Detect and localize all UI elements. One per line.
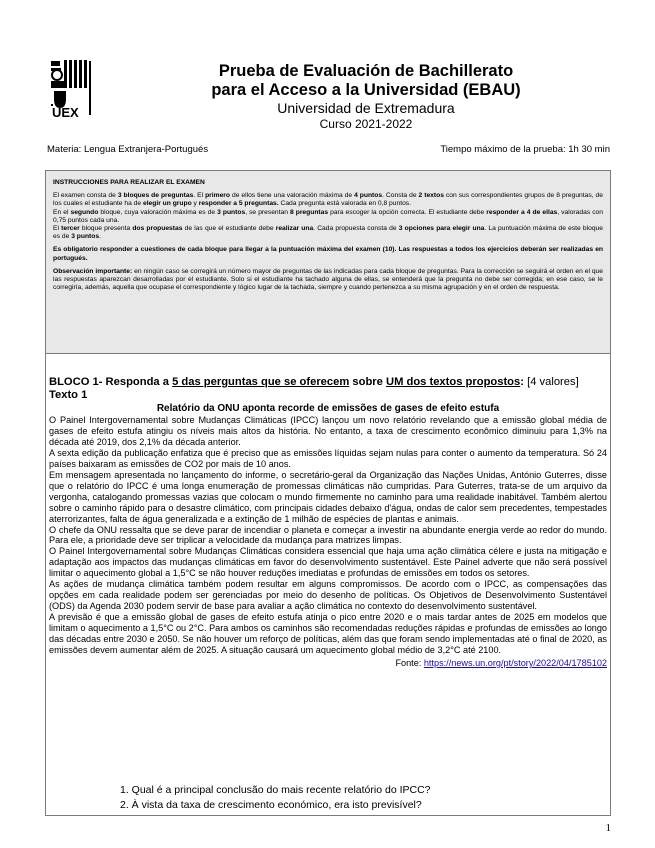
instructions-box [45,170,611,354]
instruction-text-run: El [53,225,62,233]
instruction-text-run: realizar una [275,225,314,233]
instruction-text-run: con sus correspondientes grupos de 8 preguntas, de los cuales el estudiante ha de [53,192,603,208]
article-paragraph: O Painel Intergovernamental sobre Mudanças Climáticas considera essencial que haja uma ação climática célere e justa na mitigação e adaptação aos impactos das mudanças climáticas em favor do desenvolvimento sustentável. Este Painel adverte que não será possível limitar o aquecimento global a 1,5°C se não houver reduções imediatas e profundas de emissões em todos os setores. [49,546,607,579]
instruction-text-run: primero [205,192,230,200]
exam-title-line2: para el Acceso a la Universidad (EBAU) [211,81,521,99]
instruction-text-run: 2 textos [418,192,444,200]
university-logo [48,57,94,119]
article-paragraph: A sexta edição da publicação enfatiza que é preciso que as emissões líquidas sejam nulas para conter o aumento da temperatura. Só 24 países baixaram as emissões de CO2 por mais de 10 anos. [49,447,607,469]
instruction-text-run: 3 bloques de preguntas [117,192,194,200]
instruction-text-run: responder a 5 preguntas. [198,200,279,208]
time-limit-label: Tiempo máximo de la prueba: 1h 30 min [440,144,610,155]
article-paragraph: O Painel Intergovernamental sobre Mudanças Climáticas (IPCC) lançou um novo relatório revelando que a emissão global média de gases de efeito estufa atingiu os níveis mais altos da história. No entanto, a taxa de crescimento econômico diminuiu para 1,3% na década até 2019, dos 2,1% da década anterior. [49,415,607,447]
instruction-text-run: Cada pregunta está valorada en 0,8 puntos. [278,200,411,208]
instruction-text-run: . Cada propuesta consta de [313,225,399,233]
instruction-text-run: 3 opciones para elegir una [398,225,485,233]
course-year: Curso 2021-2022 [319,117,413,131]
instruction-text-run: de ellos tiene una valoración máxima de [229,192,355,200]
instructions-mandatory: Es obligatorio responder a cuestiones de cada bloque para llegar a la puntuación máxima del examen (10). Las respuestas a todos los ejercicios deberán ser realizadas en portugués. [53,246,603,262]
instruction-text-run: segundo [70,208,99,216]
text-label: Texto 1 [49,389,88,401]
instruction-text-run: 8 preguntas [289,208,329,216]
question-item: 2. À vista da taxa de crescimento económico, era isto previsível? [120,799,422,811]
article-paragraph: As ações de mudança climática também podem resultar em alguns compromissos. De acordo com o IPCC, as compensações das opções em cada realidade podem ser gerenciadas por meio do desenho de políticas. Os Objetivos de Desenvolvimento Sustentável (ODS) da Agenda 2030 podem servir de base para avaliar a ação climática no contexto do desenvolvimento sustentável. [49,579,607,612]
article-source: Fonte: https://news.un.org/pt/story/2022/04/1785102 [395,657,607,668]
university-name: Universidad de Extremadura [277,100,455,116]
instruction-text-run: elegir un grupo [142,200,192,208]
instructions-paragraph-2 [53,209,603,225]
instruction-text-run: . Consta de [382,192,419,200]
instruction-text-run: , valoradas con 0,75 puntos cada una. [53,208,603,224]
question-item: 1. Qual é a principal conclusão do mais recente relatório do IPCC? [120,784,431,796]
block-heading: BLOCO 1- Responda a 5 das perguntas que se oferecem sobre UM dos textos propostos: [4 valores] [49,376,579,388]
instruction-text-run: responder a 4 de ellas [486,208,558,216]
instruction-text-run: . La puntuación máxima de este bloque es de [53,225,603,241]
instruction-text-run: El examen consta de [53,192,118,200]
instruction-text-run: y [191,200,199,208]
exam-content [45,354,611,816]
subject-label: Materia: Lengua Extranjera-Portugués [47,144,209,155]
instructions-paragraph-1 [53,192,603,208]
instruction-text-run: para escoger la opción correcta. El estudiante debe [328,208,487,216]
instruction-text-run: bloque presenta [79,225,133,233]
article-paragraph: O chefe da ONU ressalta que se deve parar de incendiar o planeta e começar a investir na abundante energia verde ao redor do mundo. Para ele, a prioridade deve ser triplicar a velocidade da mudança para matrizes limpas. [49,524,607,546]
instruction-text-run: bloque, cuya valoración máxima es de [98,208,218,216]
instruction-text-run: tercer [61,225,80,233]
instruction-text-run: En el [53,208,71,216]
svg-text:UEX: UEX [52,105,79,119]
instructions-observation: Observación importante: en ningún caso se corregirá un número mayor de preguntas de las indicadas para cada bloque de preguntas. Para la corrección se seguirá el orden en el que las respuestas aparezcan desarrolladas por el estudiante. Solo si el estudiante ha tachado alguna de ellas, se entenderá que la pregunta no debe ser corregida; en ese caso, se le corregiría, además, aquella que ocupase el correspondiente y lógico lugar de la tachada, siempre y cuando pertenezca a su misma agrupación y en el orden de respuesta. [53,267,603,292]
instructions-paragraph-3 [53,225,603,241]
instruction-text-run: . El [193,192,206,200]
exam-title [120,62,612,100]
instruction-text-run: de las que el estudiante debe [182,225,276,233]
instruction-text-run: 4 puntos [354,192,383,200]
article-paragraph: A previsão é que a emissão global de gases de efeito estufa atinja o pico entre 2020 e o mais tardar antes de 2025 em modelos que limitam o aquecimento a 1,5°C ou 2°C. Para ambos os caminhos são recomendadas reduções rápidas e profundas de emissões ao longo das décadas entre 2030 e 2050. Se não houver um reforço de políticas, além das que foram sendo implementadas até o final de 2020, as emissões devem aumentar além de 2025. A situação causará um aquecimento global médio de 3,2°C até 2100. [49,612,607,656]
instruction-text-run: . [99,233,101,241]
instruction-text-run: , se presentan [245,208,290,216]
instruction-text-run: 3 puntos [217,208,246,216]
instruction-text-run: dos propuestas [132,225,183,233]
source-link[interactable]: https://news.un.org/pt/story/2022/04/1785102 [423,657,607,668]
question-list [120,783,431,813]
page-number: 1 [605,822,611,834]
instructions-title: INSTRUCCIONES PARA REALIZAR EL EXAMEN [53,179,205,186]
exam-title-line1: Prueba de Evaluación de Bachillerato [218,62,514,80]
instruction-text-run: 3 puntos [71,233,100,241]
article-title: Relatório da ONU aponta recorde de emissões de gases de efeito estufa [156,403,500,414]
article-paragraph: Em mensagem apresentada no lançamento do informe, o secretário-geral da Organização das Nações Unidas, António Guterres, disse que o relatório do IPCC é uma longa enumeração de promessas climáticas não cumpridas. Para Guterres, trata-se de um arquivo da vergonha, catalogando promessas vazias que colocam o mundo firmemente no caminho para uma realidade inabitável. Também alertou sobre o caminho rápido para o desastre climático, com principais cidades debaixo d'água, ondas de calor sem precedentes, tempestades aterrorizantes, falta de água generalizada e a extinção de 1 milhão de espécies de plantas e animais. [49,469,607,524]
